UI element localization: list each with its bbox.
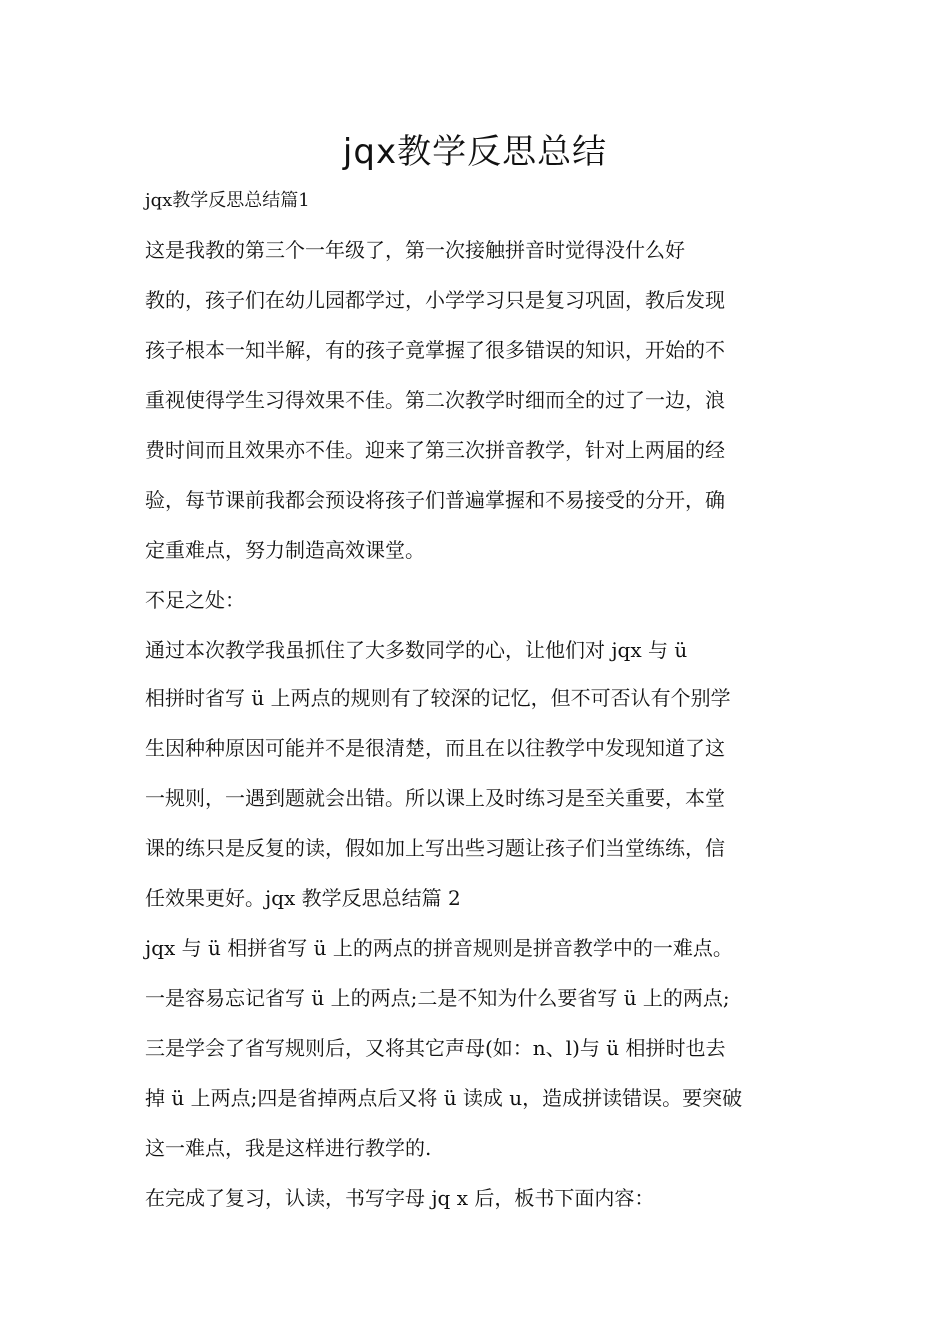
body-line: 教的，孩子们在幼儿园都学过，小学学习只是复习巩固，教后发现 — [145, 288, 725, 312]
body-line: 不足之处： — [145, 588, 245, 612]
body-line: 重视使得学生习得效果不佳。第二次教学时细而全的过了一边，浪 — [145, 388, 725, 412]
body-line: 这是我教的第三个一年级了，第一次接触拼音时觉得没什么好 — [145, 238, 685, 262]
body-line: 费时间而且效果亦不佳。迎来了第三次拼音教学，针对上两届的经 — [145, 438, 725, 462]
body-line: 验，每节课前我都会预设将孩子们普遍掌握和不易接受的分开，确 — [145, 488, 725, 512]
body-line: 课的练只是反复的读，假如加上写出些习题让孩子们当堂练练，信 — [145, 836, 725, 860]
body-line: 生因种种原因可能并不是很清楚，而且在以往教学中发现知道了这 — [145, 736, 725, 760]
body-line: jqx 与 ü 相拼省写 ü 上的两点的拼音规则是拼音教学中的一难点。 — [145, 936, 733, 960]
body-line: 一是容易忘记省写 ü 上的两点;二是不知为什么要省写 ü 上的两点; — [145, 986, 730, 1010]
body-line: 孩子根本一知半解，有的孩子竟掌握了很多错误的知识，开始的不 — [145, 338, 725, 362]
section-heading: jqx教学反思总结篇1 — [145, 190, 310, 211]
body-line: 通过本次教学我虽抓住了大多数同学的心，让他们对 jqx 与 ü — [145, 638, 688, 662]
body-line: 相拼时省写 ü 上两点的规则有了较深的记忆，但不可否认有个别学 — [145, 686, 731, 710]
body-line: 任效果更好。jqx 教学反思总结篇 2 — [145, 886, 461, 910]
body-line: 这一难点，我是这样进行教学的. — [145, 1136, 432, 1160]
body-line: 一规则，一遇到题就会出错。所以课上及时练习是至关重要，本堂 — [145, 786, 725, 810]
body-line: 掉 ü 上两点;四是省掉两点后又将 ü 读成 u，造成拼读错误。要突破 — [145, 1086, 743, 1110]
body-line: 三是学会了省写规则后，又将其它声母(如：n、l)与 ü 相拼时也去 — [145, 1036, 726, 1060]
body-line: 在完成了复习，认读，书写字母 jq x 后，板书下面内容： — [145, 1186, 655, 1210]
document-title: jqx教学反思总结 — [342, 132, 608, 172]
body-line: 定重难点，努力制造高效课堂。 — [145, 538, 425, 562]
